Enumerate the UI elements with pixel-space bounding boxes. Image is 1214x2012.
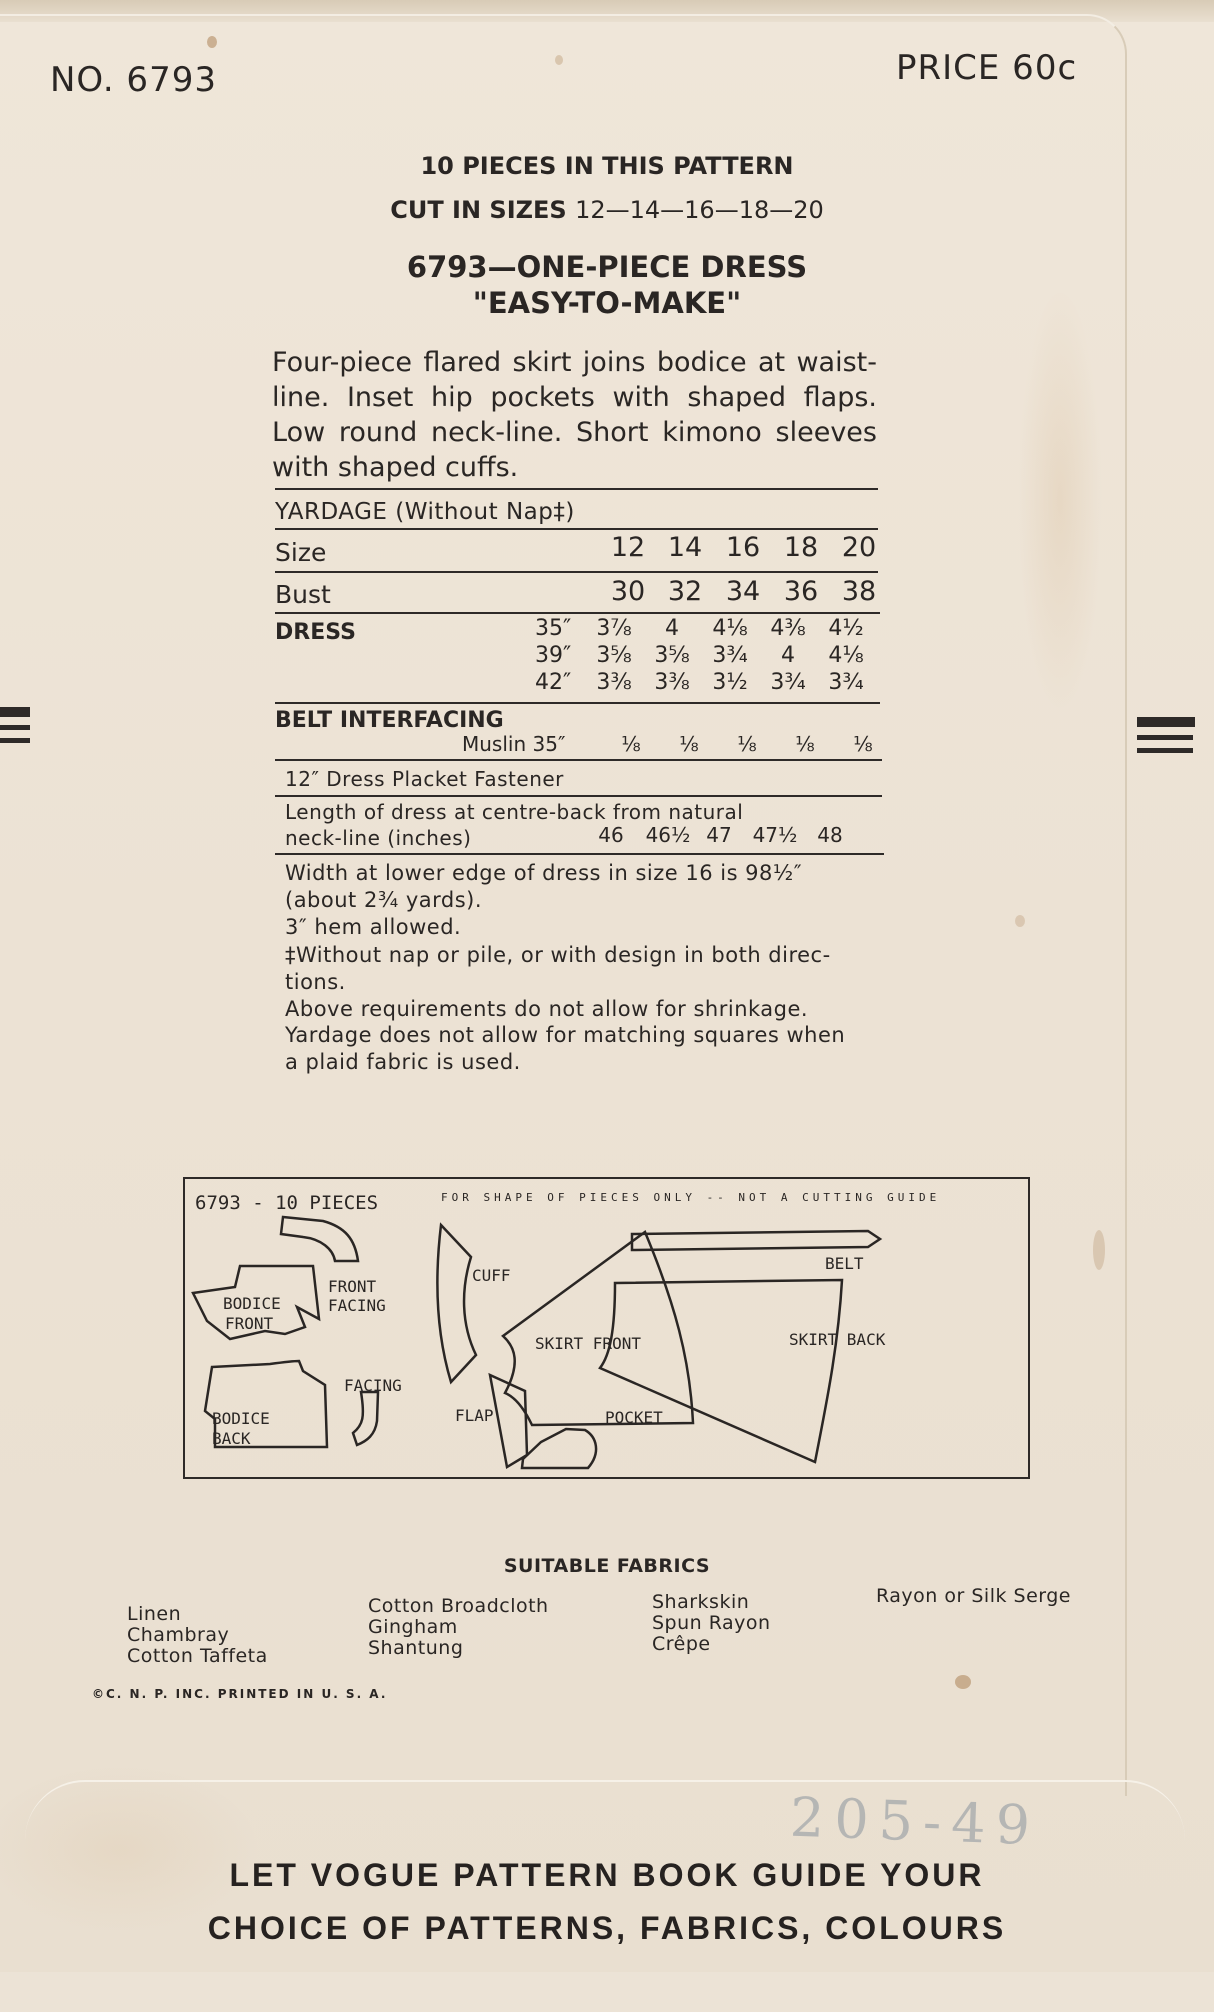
- yardage-value: 3¾: [770, 670, 806, 695]
- note-line: Above requirements do not allow for shrinkage.: [285, 997, 809, 1021]
- fabric-item: Sharkskin: [652, 1591, 750, 1613]
- yardage-value: 3⅞: [596, 616, 632, 641]
- fabric-item: Gingham: [368, 1616, 458, 1638]
- slogan-line-2: CHOICE OF PATTERNS, FABRICS, COLOURS: [207, 1910, 1007, 1946]
- length-label-2: neck-line (inches): [285, 826, 472, 850]
- bust-value: 38: [841, 576, 877, 607]
- size-row: [275, 532, 880, 567]
- facing-piece: [353, 1392, 378, 1445]
- dress-label: DRESS: [275, 620, 356, 645]
- bust-value: 30: [610, 576, 646, 607]
- bust-row: [275, 576, 880, 609]
- fabric-item: Shantung: [368, 1637, 464, 1659]
- length-value: 47½: [752, 823, 798, 847]
- yardage-value: 3⅜: [654, 670, 690, 695]
- note-line: Yardage does not allow for matching squares when: [285, 1023, 846, 1047]
- divider: [275, 702, 880, 704]
- divider: [275, 759, 882, 761]
- yardage-value: 3⅝: [596, 643, 632, 668]
- yardage-heading: YARDAGE (Without Nap‡): [275, 499, 575, 525]
- stain: [555, 55, 563, 65]
- length-value: 48: [817, 823, 843, 847]
- pattern-subtitle: "EASY-TO-MAKE": [472, 286, 742, 320]
- divider: [275, 795, 882, 797]
- bust-values: [600, 576, 888, 607]
- note-line: 3″ hem allowed.: [285, 915, 462, 939]
- yardage-value: 3¾: [712, 643, 748, 668]
- bust-value: 34: [725, 576, 761, 607]
- dress-row-35: [535, 616, 875, 641]
- divider: [275, 528, 878, 530]
- divider: [275, 488, 878, 490]
- fabrics-column-4: [876, 1586, 1071, 1607]
- flap-label: FLAP: [455, 1406, 494, 1425]
- bodice-front-label: BODICE: [223, 1294, 281, 1313]
- stain: [1015, 915, 1025, 927]
- size-value: 16: [725, 532, 761, 563]
- bodice-front-label: FRONT: [225, 1314, 274, 1333]
- skirt-front-label: SKIRT FRONT: [535, 1334, 641, 1353]
- note-line: (about 2¾ yards).: [285, 888, 483, 912]
- interfacing-value: ⅛: [795, 732, 815, 756]
- placket-fastener: 12″ Dress Placket Fastener: [285, 767, 564, 791]
- interfacing-value: ⅛: [737, 732, 757, 756]
- cuff-label: CUFF: [472, 1266, 511, 1285]
- belt-interfacing-label: BELT INTERFACING: [275, 708, 504, 733]
- size-value: 12: [610, 532, 646, 563]
- bust-label: Bust: [275, 580, 331, 609]
- fabric-width: 39″: [535, 643, 572, 668]
- note-line: tions.: [285, 970, 346, 994]
- cuff-piece: [437, 1225, 476, 1382]
- yardage-value: 4⅛: [712, 616, 748, 641]
- fabric-item: Linen: [127, 1603, 182, 1625]
- yardage-value: 4½: [828, 616, 864, 641]
- size-label: Size: [275, 538, 327, 567]
- belt-interfacing-row: [462, 732, 892, 756]
- note-line: a plaid fabric is used.: [285, 1050, 521, 1074]
- interfacing-value: ⅛: [621, 732, 641, 756]
- dress-row-42: [535, 670, 875, 695]
- stain: [955, 1675, 971, 1689]
- diagram-title: 6793 - 10 PIECES: [195, 1192, 379, 1214]
- interfacing-material: Muslin 35″: [462, 732, 566, 756]
- note-line: ‡Without nap or pile, or with design in both direc-: [285, 943, 831, 967]
- pattern-pieces-illustration: [185, 1179, 1028, 1477]
- pattern-number: NO. 6793: [50, 60, 217, 100]
- cut-sizes: [0, 196, 1214, 224]
- price: PRICE 60c: [896, 48, 1078, 88]
- fabric-item: Cotton Taffeta: [127, 1645, 268, 1667]
- fabric-item: Spun Rayon: [652, 1612, 771, 1634]
- interfacing-value: ⅛: [679, 732, 699, 756]
- bodice-back-label: BACK: [212, 1429, 251, 1448]
- pattern-title: 6793—ONE-PIECE DRESS: [406, 250, 808, 284]
- interfacing-value: ⅛: [853, 732, 873, 756]
- belt-piece: [632, 1231, 880, 1250]
- skirt-back-piece: [600, 1280, 842, 1462]
- dress-row-39: [535, 643, 875, 668]
- bust-value: 36: [783, 576, 819, 607]
- front-facing-piece: [281, 1217, 358, 1261]
- front-facing-label: FACING: [328, 1296, 386, 1315]
- facing-label: FACING: [344, 1376, 402, 1395]
- yardage-value: 4: [665, 616, 679, 641]
- fabric-item: Cotton Broadcloth: [368, 1595, 549, 1617]
- pattern-pieces-diagram: [183, 1177, 1030, 1479]
- fabric-item: Chambray: [127, 1624, 230, 1646]
- note-line: Width at lower edge of dress in size 16 is 98½″: [285, 861, 803, 885]
- size-value: 14: [667, 532, 703, 563]
- divider: [275, 571, 878, 573]
- stain: [207, 36, 217, 48]
- yardage-value: 3⅝: [654, 643, 690, 668]
- belt-label: BELT: [825, 1254, 864, 1273]
- pocket-piece: [522, 1429, 596, 1468]
- divider: [275, 853, 884, 855]
- slogan-line-1: LET VOGUE PATTERN BOOK GUIDE YOUR: [229, 1857, 985, 1893]
- front-facing-label: FRONT: [328, 1277, 377, 1296]
- size-values: [600, 532, 888, 563]
- fabric-width: 42″: [535, 670, 572, 695]
- length-value: 46½: [645, 823, 691, 847]
- diagram-caption: FOR SHAPE OF PIECES ONLY -- NOT A CUTTING GUIDE: [441, 1191, 941, 1204]
- pattern-description: Four-piece flared skirt joins bodice at waist-line. Inset hip pockets with shaped flaps. Low round neck-line. Short kimono sleeves with shaped cuffs.: [272, 347, 877, 483]
- ink-stamp: 205-49: [788, 1785, 1042, 1858]
- registration-mark-right: [1137, 717, 1195, 761]
- yardage-value: 4⅜: [770, 616, 806, 641]
- pieces-count: 10 PIECES IN THIS PATTERN: [420, 152, 794, 180]
- length-values: [585, 823, 849, 847]
- fabric-width: 35″: [535, 616, 572, 641]
- length-value: 46: [598, 823, 624, 847]
- divider: [275, 612, 880, 614]
- cut-sizes-range: 12—14—16—18—20: [575, 196, 824, 224]
- cut-sizes-label: CUT IN SIZES: [390, 196, 567, 224]
- fabric-item: Rayon or Silk Serge: [876, 1585, 1071, 1607]
- skirt-back-label: SKIRT BACK: [789, 1330, 886, 1349]
- suitable-fabrics-heading: SUITABLE FABRICS: [503, 1555, 711, 1577]
- fabric-item: Crêpe: [652, 1633, 711, 1655]
- fabrics-column-2: [368, 1596, 549, 1659]
- bodice-back-label: BODICE: [212, 1409, 270, 1428]
- registration-mark-left: [0, 707, 30, 751]
- stain: [1093, 1230, 1105, 1270]
- fabrics-column-3: [652, 1592, 771, 1655]
- length-label-1: Length of dress at centre-back from natural: [285, 800, 744, 824]
- copyright-line: ©C. N. P. INC. PRINTED IN U. S. A.: [92, 1687, 388, 1701]
- yardage-value: 3⅜: [596, 670, 632, 695]
- size-value: 20: [841, 532, 877, 563]
- yardage-value: 4⅛: [828, 643, 864, 668]
- yardage-value: 4: [781, 643, 795, 668]
- size-value: 18: [783, 532, 819, 563]
- bust-value: 32: [667, 576, 703, 607]
- length-value: 47: [706, 823, 732, 847]
- fabrics-column-1: [127, 1604, 268, 1667]
- pocket-label: POCKET: [605, 1408, 663, 1427]
- yardage-value: 3¾: [828, 670, 864, 695]
- yardage-value: 3½: [712, 670, 748, 695]
